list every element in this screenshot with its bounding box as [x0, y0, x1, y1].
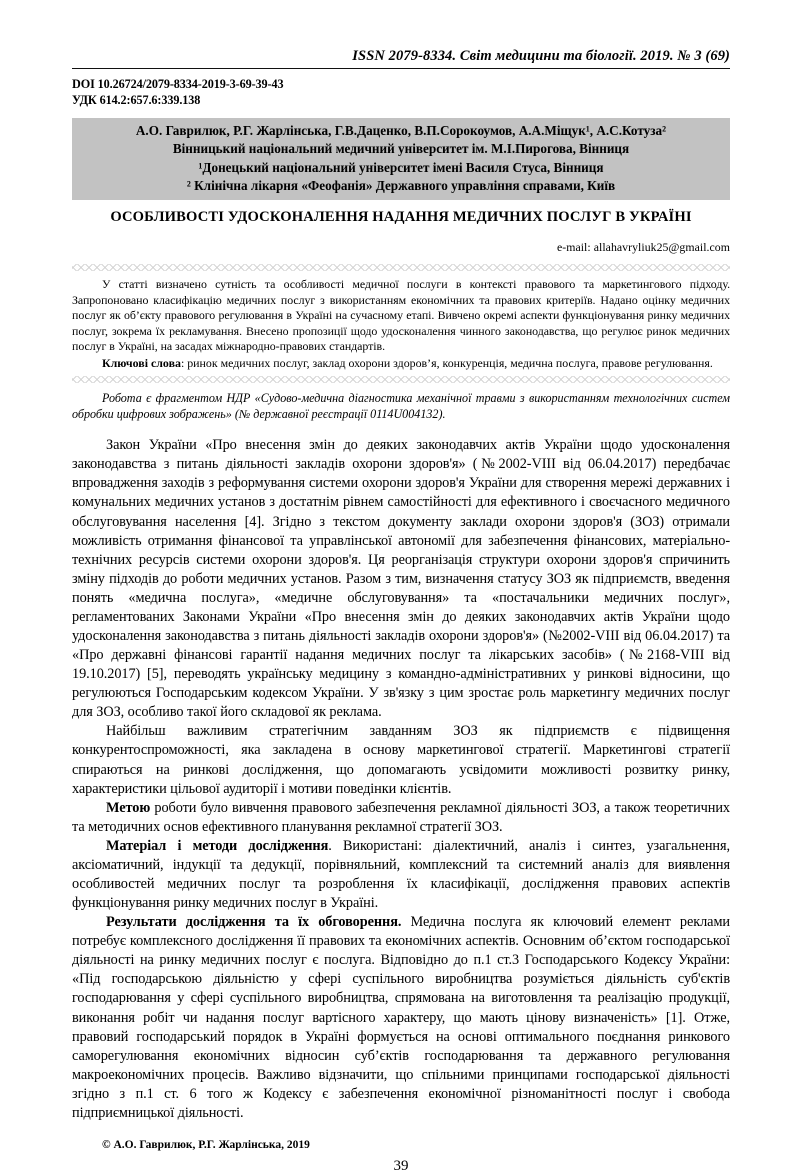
body-paragraph-1: Закон України «Про внесення змін до деяких законодавчих актів України щодо удосконалення законодавства з питань діяльності закладів охорони здоров'я» (№2002-VIII від 06.04.2017) передбачає впровадження заходів з реформування системи охорони здоров'я України для створення мережі державних і комунальних медичних установ з достатнім рівнем самостійності для ефективного і своєчасного медичного обслуговування населення [4]. Згідно з текстом документу заклади охорони здоров'я (ЗОЗ) отримали можливість отримання фінансової та управлінської автономії для забезпечення фінансових, матеріально-технічних ресурсів системи охорони здоров'я. Ця реорганізація структури охорони здоров'я спричинить зміну підходів до роботи медичних установ. Разом з тим, визначення статусу ЗОЗ як підприємств, введення понять «медична послуга», «медичне обслуговування» та «постачальники медичних послуг», регламентованих Законами України «Про внесення змін до деяких законодавчих актів України щодо удосконалення законодавства з питань діяльності закладів охорони здоров'я» (№2002-VIII від 06.04.2017) та «Про державні фінансові гарантії надання медичних послуг та лікарських засобів» (№2168-VIII від 19.10.2017) [5], переводять українську медицину з командно-адміністративних у ринкові відносини, що регулюються Господарським кодексом України. У зв'язку з цим зростає роль маркетингу медичних послуг для ЗОЗ, особливо такої його складової як реклама. [72, 437, 730, 721]
methods-label: Матеріал і методи дослідження [106, 837, 329, 854]
wave-separator-top [72, 264, 730, 271]
contact-email: e-mail: allahavryliuk25@gmail.com [556, 240, 730, 255]
copyright-line: © А.О. Гаврилюк, Р.Г. Жарлінська, 2019 [102, 1139, 310, 1152]
affiliation-one: ¹Донецький національний університет імені Василя Стуса, Вінниця [198, 159, 604, 175]
doi-line: DOI 10.26724/2079-8334-2019-3-69-39-43 [72, 76, 284, 91]
results-text: Медична послуга як ключовий елемент реклами потребує комплексного дослідження її правових та економічних аспектів. Основним об’єктом господарської діяльності на ринку медичних послуг є послуга. Відповідно до п.1 ст.3 Господарського Кодексу України: «Під господарською діяльністю у сфері суспільного виробництва розуміється діяльність суб'єктів господарювання у сфері суспільного виробництва, спрямована на виготовлення та реалізацію продукції, виконання робіт чи надання послуг вартісного характеру, що мають цінову визначеність» [1]. Отже, правовий господарський порядок в Україні формується на основі оптимального поєднання ринкового саморегулювання економічних відносин суб’єктів господарювання та державного регулювання макроекономічних процесів. Важливо відзначити, що спільними принципами господарської діяльності згідно з п.1 ст. 6 того ж Кодексу є забезпечення економічної різноманітності послуг і свобода підприємницької діяльності. [72, 914, 730, 1121]
running-head: ISSN 2079-8334. Світ медицини та біології. 2019. № 3 (69) [352, 48, 730, 64]
purpose-label: Метою [106, 799, 151, 816]
affiliation-two: ² Клінічна лікарня «Феофанія» Державного управління справами, Київ [186, 177, 616, 193]
keywords-paragraph [72, 356, 730, 371]
body-paragraph-4 [72, 837, 730, 913]
keywords-list: : ринок медичних послуг, заклад охорони здоров’я, конкуренція, медична послуга, правове регулювання. [180, 355, 713, 370]
affiliation-main: Вінницький національний медичний університет ім. М.І.Пирогова, Вінниця [172, 141, 630, 157]
page-number: 39 [393, 1158, 409, 1175]
author-names: А.О. Гаврилюк, Р.Г. Жарлінська, Г.В.Даценко, В.П.Сорокоумов, А.А.Міщук¹, А.С.Котуза² [135, 123, 667, 139]
funding-note: Робота є фрагментом НДР «Судово-медична діагностика механічної травми з використанням технологічних систем обробки цифрових зображень» (№ державної реєстрації 0114U004132). [72, 391, 730, 422]
methods-text: . Використані: діалектичний, аналіз і синтез, узагальнення, аксіоматичний, індукції та дедукції, порівняльний, комплексний та системний аналіз для виявлення особливостей медичних послуг та розроблення їх класифікації, дослідження правових аспектів функціонування ринку медичних послуг в Україні. [72, 837, 730, 912]
udk-line: УДК 614.2:657.6:339.138 [72, 92, 201, 107]
results-label: Результати дослідження та їх обговорення. [106, 914, 402, 931]
author-affiliation-band [72, 118, 730, 200]
keywords-label: Ключові слова [102, 355, 181, 370]
body-paragraph-5 [72, 913, 730, 1123]
article-title: ОСОБЛИВОСТІ УДОСКОНАЛЕННЯ НАДАННЯ МЕДИЧНИХ ПОСЛУГ В УКРАЇНІ [110, 208, 692, 225]
purpose-text: роботи було вивчення правового забезпечення рекламної діяльності ЗОЗ, а також теоретичних та методичних основ ефективного планування рекламної стратегії ЗОЗ. [72, 799, 730, 835]
abstract-paragraph: У статті визначено сутність та особливості медичної послуги в контексті правового та маркетингового підходу. Запропоновано класифікацію медичних послуг з використанням економічних та правових критеріїв. Надано оцінку медичних послуг як об’єкту правового регулювання в Україні на сучасному етапі. Вивчено окремі аспекти функціонування ринку медичних послуг, зокрема їх рекламування. Внесено пропозиції щодо удосконалення чинного законодавства, що регулює ринок медичних послуг в Україні, на засадах міжнародно-правових стандартів. [72, 277, 730, 354]
body-paragraph-2: Найбільш важливим стратегічним завданням ЗОЗ як підприємств є підвищення конкурентоспроможності, яка закладена в основу маркетингової стратегії. Маркетингові стратегії спираються на ринкові дослідження, що допомагають усвідомити можливості розвитку ринку, характеристики цільової аудиторії і мотиви поведінки клієнтів. [72, 723, 730, 797]
article-body [72, 436, 730, 1123]
identifier-block [72, 76, 730, 108]
wave-separator-bottom [72, 376, 730, 383]
body-paragraph-3 [72, 799, 730, 837]
header-divider-rule [72, 68, 730, 69]
